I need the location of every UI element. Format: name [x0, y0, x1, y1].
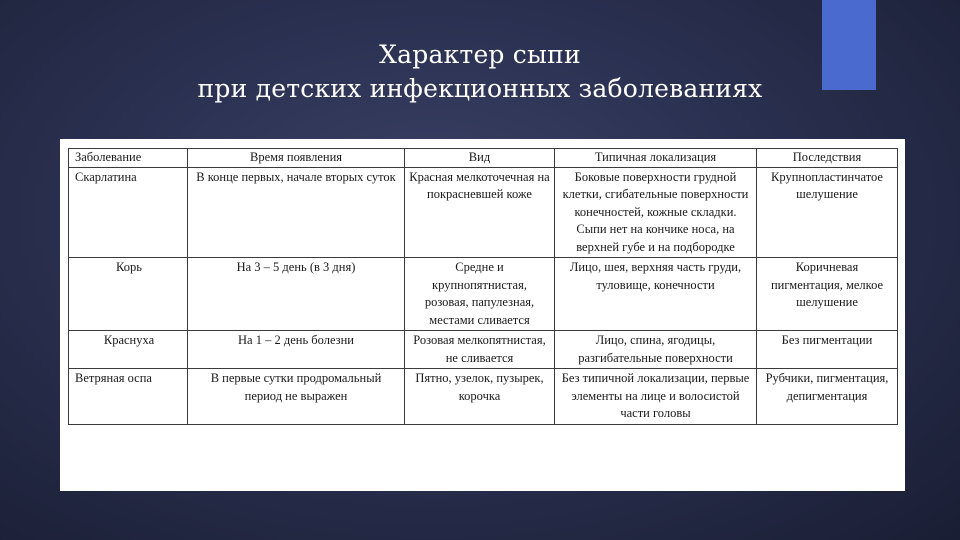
- cell-appearance: Средне и крупнопятнистая, розовая, папулезная, местами сливается: [405, 258, 555, 331]
- slide-title-line-1: Характер сыпи: [379, 40, 581, 69]
- table-row: [69, 167, 898, 258]
- cell-disease: Ветряная оспа: [69, 369, 188, 425]
- header-disease: Заболевание: [69, 149, 188, 168]
- cell-disease: Скарлатина: [69, 167, 188, 258]
- header-appearance: Вид: [405, 149, 555, 168]
- table-row: [69, 331, 898, 369]
- header-localization: Типичная локализация: [555, 149, 757, 168]
- cell-localization: Лицо, шея, верхняя часть груди, туловище, конечности: [555, 258, 757, 331]
- header-consequences: Последствия: [757, 149, 898, 168]
- table-header-row: [69, 149, 898, 168]
- cell-onset: На 1 – 2 день болезни: [188, 331, 405, 369]
- cell-localization: Боковые поверхности грудной клетки, сгибательные поверхности конечностей, кожные складки. Сыпи нет на кончике носа, на верхней губе и на подбородке: [555, 167, 757, 258]
- slide-title: [120, 38, 840, 106]
- cell-onset: В конце первых, начале вторых суток: [188, 167, 405, 258]
- cell-consequences: Коричневая пигментация, мелкое шелушение: [757, 258, 898, 331]
- header-onset: Время появления: [188, 149, 405, 168]
- cell-appearance: Розовая мелкопятнистая, не сливается: [405, 331, 555, 369]
- cell-localization: Лицо, спина, ягодицы, разгибательные поверхности: [555, 331, 757, 369]
- cell-consequences: Без пигментации: [757, 331, 898, 369]
- cell-onset: В первые сутки продромальный период не выражен: [188, 369, 405, 425]
- cell-localization: Без типичной локализации, первые элементы на лице и волосистой части головы: [555, 369, 757, 425]
- cell-consequences: Крупнопластинчатое шелушение: [757, 167, 898, 258]
- cell-appearance: Красная мелкоточечная на покрасневшей коже: [405, 167, 555, 258]
- cell-consequences: Рубчики, пигментация, депигментация: [757, 369, 898, 425]
- cell-disease: Краснуха: [69, 331, 188, 369]
- table-panel: [60, 139, 905, 491]
- cell-appearance: Пятно, узелок, пузырек, корочка: [405, 369, 555, 425]
- slide-title-line-2: при детских инфекционных заболеваниях: [197, 74, 763, 103]
- cell-disease: Корь: [69, 258, 188, 331]
- cell-onset: На 3 – 5 день (в 3 дня): [188, 258, 405, 331]
- table-row: [69, 369, 898, 425]
- table-row: [69, 258, 898, 331]
- rash-characteristics-table: [68, 148, 898, 425]
